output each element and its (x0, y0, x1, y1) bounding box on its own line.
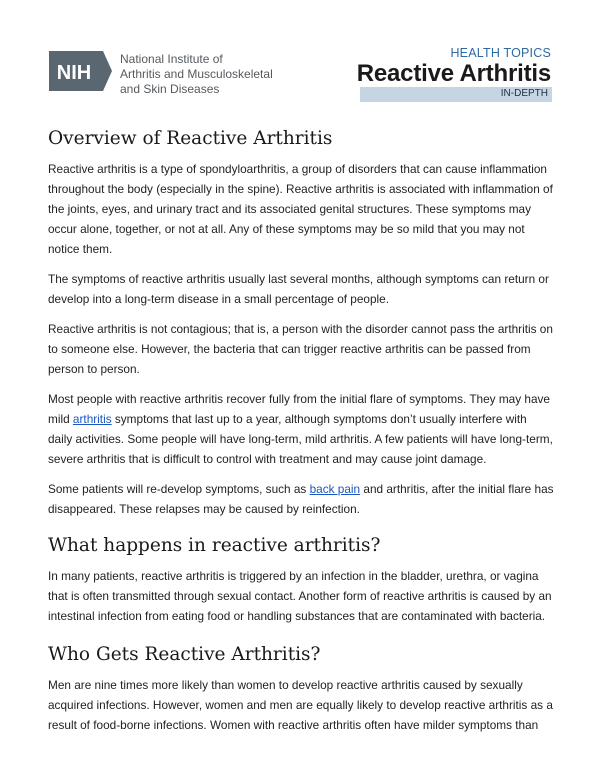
paragraph: Men are nine times more likely than women to develop reactive arthritis caused by sexually acquired infections. However, women and men are equally likely to develop reactive arthritis as a result of food-borne infections. Women with reactive arthritis often have milder symptoms than (48, 678, 553, 732)
document-header (0, 0, 600, 110)
section-heading: Who Gets Reactive Arthritis? (48, 644, 321, 665)
section-who-gets (48, 642, 554, 735)
paragraph: Reactive arthritis is not contagious; that is, a person with the disorder cannot pass the arthritis on to someone else. However, the bacteria that can trigger reactive arthritis can be passed from person to person. (48, 322, 553, 376)
institute-name-line: National Institute of (120, 52, 223, 66)
paragraph (48, 479, 554, 519)
document-body (48, 126, 554, 745)
category-label: HEALTH TOPICS (450, 46, 551, 60)
institute-name (120, 52, 320, 97)
back-pain-link[interactable]: back pain (309, 482, 361, 496)
section-overview (48, 126, 554, 519)
paragraph (48, 389, 554, 469)
section-heading: What happens in reactive arthritis? (48, 535, 381, 556)
paragraph: Reactive arthritis is a type of spondyloarthritis, a group of disorders that can cause inflammation throughout the body (especially in the spine). Reactive arthritis is associated with inflammation of the joints, eyes, and urinary tract and its associated genital structures. These symptoms may occur alone, together, or not at all. Any of these symptoms may be so mild that you may not notice them. (48, 162, 553, 256)
paragraph-text: symptoms that last up to a year, although symptoms don’t usually interfere with daily activities. Some people will have long-term, mild arthritis. A few patients will have long-term, severe arthritis that is difficult to control with treatment and may cause joint damage. (48, 412, 553, 466)
arthritis-link[interactable]: arthritis (72, 412, 112, 426)
paragraph-text: Some patients will re-develop symptoms, such as (48, 482, 310, 496)
paragraph: The symptoms of reactive arthritis usually last several months, although symptoms can return or develop into a long-term disease in a small percentage of people. (48, 272, 549, 306)
in-depth-label: IN-DEPTH (500, 88, 548, 99)
paragraph-text: Most people with reactive arthritis recover fully from the initial flare of symptoms. They may have mild (48, 392, 550, 426)
institute-name-line: Arthritis and Musculoskeletal (120, 67, 273, 81)
paragraph-text: and arthritis, after the initial flare has disappeared. These relapses may be caused by reinfection. (48, 482, 554, 516)
nih-logo (49, 51, 112, 91)
in-depth-badge (360, 87, 552, 102)
section-heading: Overview of Reactive Arthritis (48, 128, 333, 149)
paragraph: In many patients, reactive arthritis is triggered by an infection in the bladder, urethra, or vagina that is often transmitted through sexual contact. Another form of reactive arthritis is caused by an intestinal infection from eating food or handling substances that are contaminated with bacteria. (48, 569, 552, 623)
document-title: Reactive Arthritis (356, 60, 551, 87)
section-what-happens (48, 533, 554, 626)
nih-logo-text: NIH (56, 62, 92, 84)
institute-name-line: and Skin Diseases (120, 82, 220, 96)
